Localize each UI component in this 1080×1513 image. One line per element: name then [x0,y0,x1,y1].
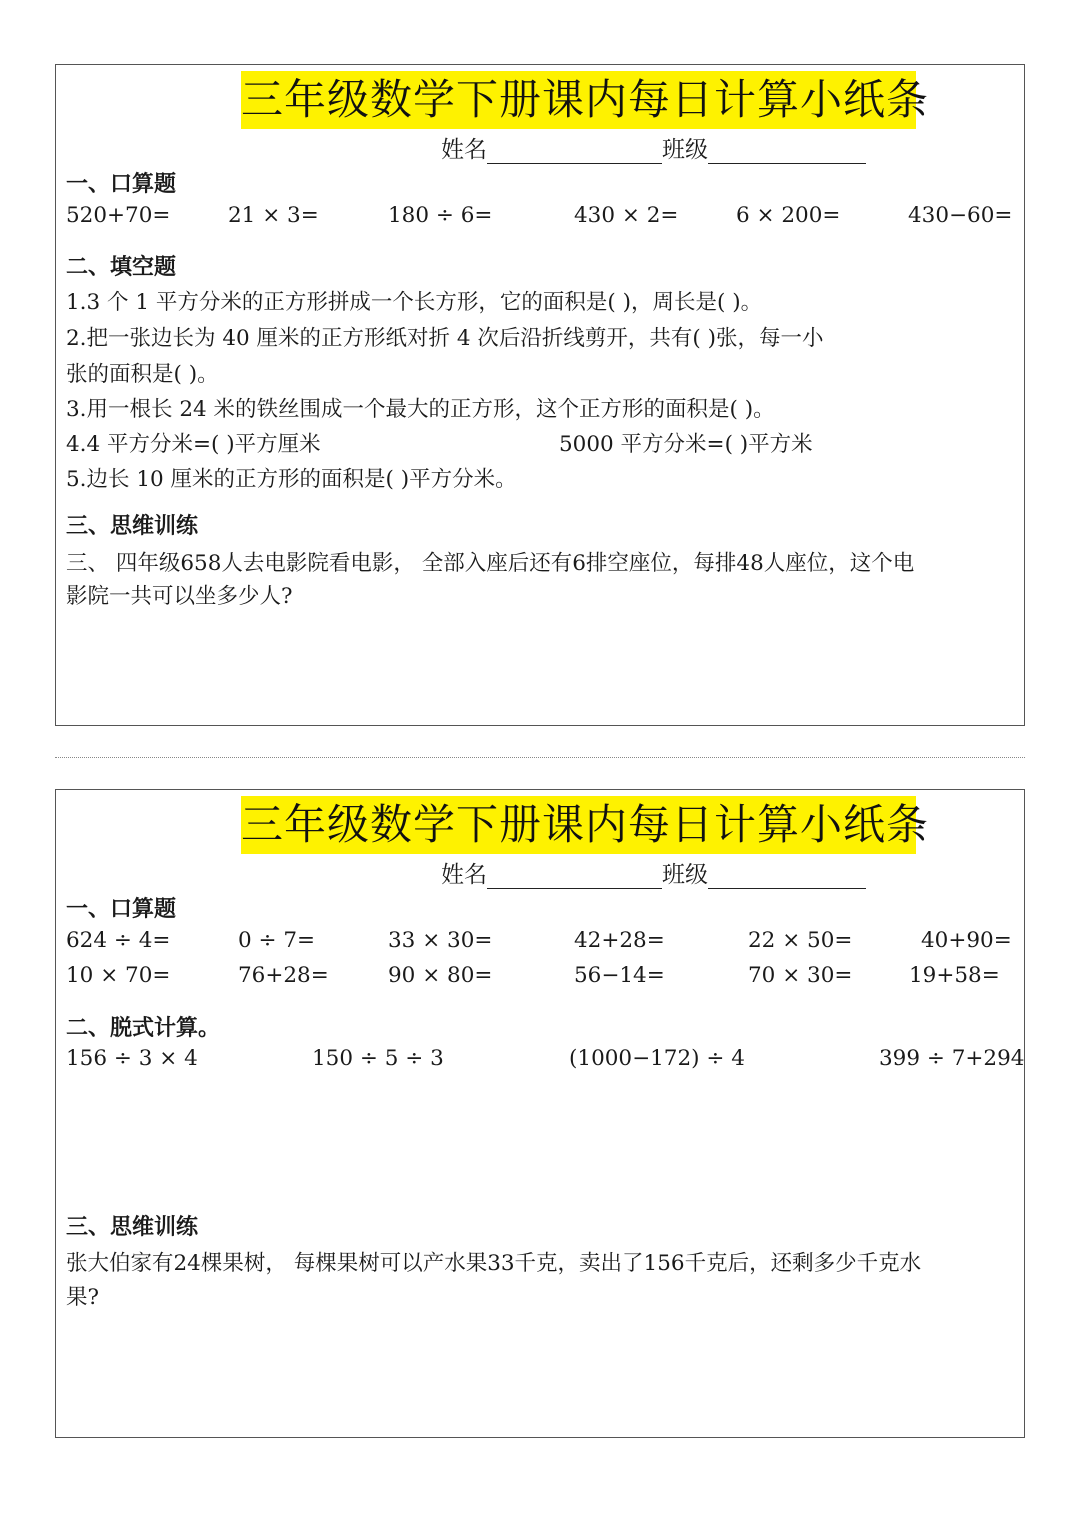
fill-question-4b: 5000 平方分米=( )平方米 [559,432,813,457]
fill-question-2: 2.把一张边长为 40 厘米的正方形纸对折 4 次后沿折线剪开，共有( )张，每一小 [66,326,824,351]
class-label: 班级 [662,137,708,163]
section-thinking-title: 三、思维训练 [66,514,199,539]
section-oral-title: 一、口算题 [66,172,177,197]
oral-item: 70 × 30= [748,963,853,988]
step-problem: (1000−172) ÷ 4 [569,1046,745,1071]
fill-question-4: 4.4 平方分米=( )平方厘米 [66,432,321,457]
oral-item: 42+28= [574,928,665,953]
oral-item: 520+70= [66,203,171,228]
fill-question-5: 5.边长 10 厘米的正方形的面积是( )平方分米。 [66,467,517,492]
name-blank[interactable] [487,864,662,889]
fill-question-1: 1.3 个 1 平方分米的正方形拼成一个长方形，它的面积是( )，周长是( )。 [66,290,763,315]
section-thinking-title: 三、思维训练 [66,1215,199,1240]
name-label: 姓名 [441,137,487,163]
oral-item: 22 × 50= [748,928,853,953]
oral-item: 0 ÷ 7= [238,928,316,953]
oral-item: 624 ÷ 4= [66,928,171,953]
oral-item: 40+90= [921,928,1012,953]
name-blank[interactable] [487,139,662,164]
fill-question-2-cont: 张的面积是( )。 [66,362,219,387]
thinking-question-cont: 影院一共可以坐多少人? [66,584,293,609]
thinking-question: 三、 四年级658人去电影院看电影， 全部入座后还有6排空座位，每排48人座位，这个电 [66,551,915,576]
thinking-question: 张大伯家有24棵果树， 每棵果树可以产水果33千克，卖出了156千克后，还剩多少千克水 [66,1251,922,1276]
oral-item: 33 × 30= [388,928,493,953]
title-highlight [241,796,930,854]
worksheet-card-2 [55,789,1025,1438]
oral-item: 6 × 200= [736,203,841,228]
oral-item: 90 × 80= [388,963,493,988]
oral-item: 76+28= [238,963,329,988]
name-class-row [441,131,866,163]
class-blank[interactable] [708,139,866,164]
name-label: 姓名 [441,862,487,888]
class-blank[interactable] [708,864,866,889]
oral-item: 430−60= [908,203,1013,228]
cut-line [55,757,1025,758]
oral-item: 56−14= [574,963,665,988]
worksheet-title: 三年级数学下册课内每日计算小纸条 [241,800,930,849]
section-fill-title: 二、填空题 [66,255,177,280]
section-steps-title: 二、脱式计算。 [66,1016,221,1041]
fill-question-3: 3.用一根长 24 米的铁丝围成一个最大的正方形，这个正方形的面积是( )。 [66,397,775,422]
worksheet-card-1 [55,64,1025,726]
worksheet-title: 三年级数学下册课内每日计算小纸条 [241,75,930,124]
oral-item: 180 ÷ 6= [388,203,493,228]
oral-item: 10 × 70= [66,963,171,988]
step-problem: 399 ÷ 7+294 [879,1046,1025,1071]
oral-item: 430 × 2= [574,203,679,228]
title-highlight [241,71,930,129]
name-class-row [441,856,866,888]
oral-item: 19+58= [909,963,1000,988]
thinking-question-cont: 果? [66,1285,100,1310]
section-oral-title: 一、口算题 [66,897,177,922]
class-label: 班级 [662,862,708,888]
oral-item: 21 × 3= [228,203,319,228]
step-problem: 156 ÷ 3 × 4 [66,1046,198,1071]
step-problem: 150 ÷ 5 ÷ 3 [312,1046,444,1071]
